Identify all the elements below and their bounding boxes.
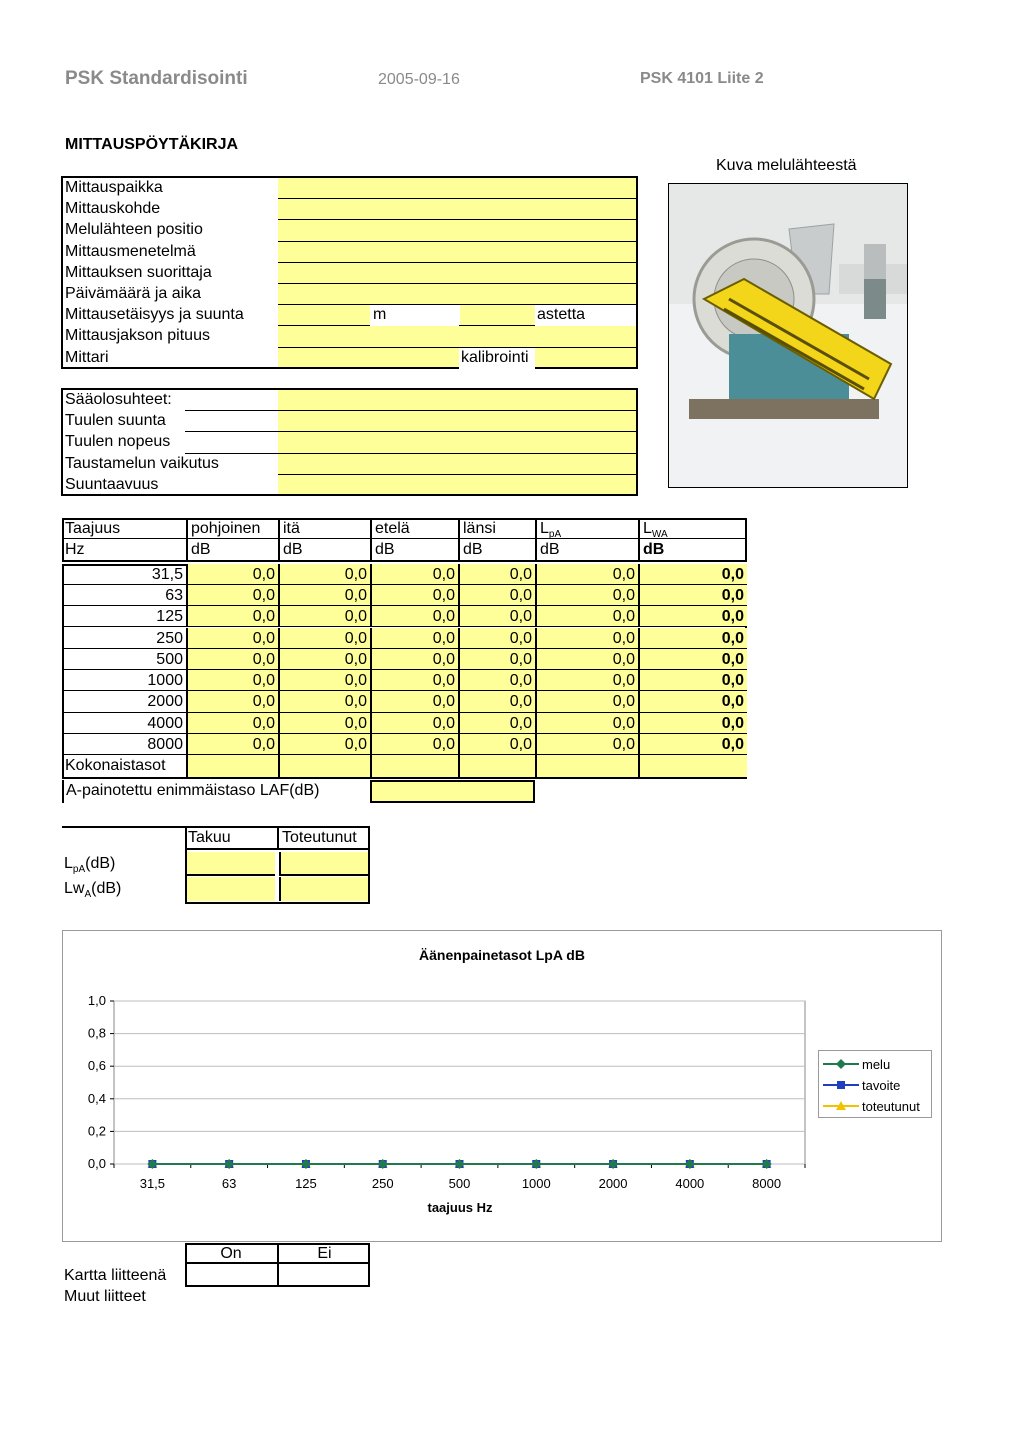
- plot-area: [114, 1001, 805, 1164]
- total-level-cell[interactable]: [370, 755, 458, 776]
- level-cell[interactable]: 0,0: [638, 628, 747, 649]
- total-level-cell[interactable]: [186, 755, 278, 776]
- weather-label: Suuntaavuus: [65, 475, 159, 493]
- freq-unit-cell: dB: [458, 539, 535, 560]
- guarantee-value-cell[interactable]: [187, 852, 275, 876]
- total-level-cell[interactable]: [638, 755, 747, 776]
- level-cell[interactable]: 0,0: [370, 606, 458, 627]
- level-cell[interactable]: 0,0: [458, 628, 535, 649]
- info-label: Päivämäärä ja aika: [65, 285, 202, 302]
- legend-label: melu: [862, 1056, 891, 1072]
- level-cell[interactable]: 0,0: [186, 564, 278, 585]
- laf-value-cell[interactable]: [370, 780, 535, 803]
- level-cell[interactable]: 0,0: [638, 606, 747, 627]
- legend-item: [823, 1054, 890, 1074]
- level-cell[interactable]: 0,0: [278, 585, 370, 606]
- guarantee-value-cell[interactable]: [279, 852, 368, 876]
- level-cell[interactable]: 0,0: [535, 670, 638, 691]
- y-tick-label: 0,8: [87, 1025, 106, 1041]
- freq-header-cell: $L_{pA}$: [535, 518, 638, 539]
- level-cell[interactable]: 0,0: [370, 649, 458, 670]
- attachment-label: Muut liitteet: [64, 1288, 146, 1305]
- level-cell[interactable]: 0,0: [535, 649, 638, 670]
- info-label: Mittauskohde: [65, 200, 161, 218]
- info-label: Mittauspaikka: [65, 179, 163, 196]
- level-cell[interactable]: 0,0: [278, 628, 370, 649]
- freq-unit-cell: dB: [186, 539, 278, 560]
- level-cell[interactable]: 0,0: [186, 691, 278, 712]
- guarantee-header: Toteutunut: [277, 826, 370, 850]
- y-tick-label: 0,2: [87, 1123, 106, 1139]
- level-cell[interactable]: 0,0: [370, 713, 458, 734]
- x-tick-label: 8000: [752, 1176, 782, 1191]
- laf-label: A-painotettu enimmäistaso LAF(dB): [66, 781, 320, 799]
- info-label: Melulähteen positio: [65, 221, 203, 239]
- freq-value: 250: [62, 628, 186, 649]
- x-tick-label: 31,5: [139, 1176, 166, 1191]
- level-cell[interactable]: 0,0: [638, 670, 747, 691]
- level-cell[interactable]: 0,0: [370, 585, 458, 606]
- page-title: MITTAUSPÖYTÄKIRJA: [65, 136, 239, 153]
- level-cell[interactable]: 0,0: [370, 670, 458, 691]
- level-cell[interactable]: 0,0: [638, 691, 747, 712]
- level-cell[interactable]: 0,0: [535, 628, 638, 649]
- guarantee-row-label: $Lw_A(dB)$: [64, 880, 122, 901]
- x-tick-label: 125: [295, 1176, 317, 1191]
- weather-label: Tuulen nopeus: [65, 433, 171, 451]
- level-cell[interactable]: 0,0: [278, 649, 370, 670]
- freq-header-cell: länsi: [458, 518, 535, 539]
- freq-header-cell: itä: [278, 518, 370, 539]
- total-level-cell[interactable]: [458, 755, 535, 776]
- level-cell[interactable]: 0,0: [458, 585, 535, 606]
- guarantee-row-label: $L_{pA}(dB)$: [64, 855, 116, 876]
- org-name: PSK Standardisointi: [65, 68, 248, 89]
- level-cell[interactable]: 0,0: [186, 713, 278, 734]
- freq-value: 500: [62, 649, 186, 670]
- noise-source-photo: [668, 183, 908, 488]
- chart-x-axis-label: taajuus Hz: [427, 1200, 493, 1215]
- x-tick-label: 4000: [675, 1176, 705, 1191]
- level-cell[interactable]: 0,0: [535, 734, 638, 755]
- level-cell[interactable]: 0,0: [186, 606, 278, 627]
- freq-unit-cell: dB: [278, 539, 370, 560]
- info-label: Mittauksen suorittaja: [65, 263, 212, 281]
- legend-label: toteutunut: [862, 1098, 920, 1114]
- level-cell[interactable]: 0,0: [535, 606, 638, 627]
- level-cell[interactable]: 0,0: [278, 734, 370, 755]
- info-label: Mittari: [65, 348, 109, 366]
- y-tick-label: 0,6: [87, 1058, 106, 1074]
- level-cell[interactable]: 0,0: [458, 670, 535, 691]
- attachment-header: On: [185, 1243, 277, 1264]
- legend-swatch-melu: [823, 1058, 859, 1070]
- legend-swatch-tavoite: [823, 1079, 859, 1091]
- level-cell[interactable]: 0,0: [638, 564, 747, 585]
- attachment-label: Kartta liitteenä: [64, 1267, 167, 1284]
- level-cell[interactable]: 0,0: [458, 691, 535, 712]
- freq-value: 4000: [62, 713, 186, 734]
- photo-caption: Kuva melulähteestä: [716, 157, 857, 174]
- level-cell[interactable]: 0,0: [278, 713, 370, 734]
- level-cell[interactable]: 0,0: [638, 649, 747, 670]
- x-tick-label: 2000: [598, 1176, 628, 1191]
- level-cell[interactable]: 0,0: [458, 713, 535, 734]
- level-cell[interactable]: 0,0: [370, 564, 458, 585]
- unit-meters-label: m: [373, 306, 387, 324]
- freq-unit-cell: dB: [638, 539, 747, 560]
- freq-value: 1000: [62, 670, 186, 691]
- y-tick-label: 0,4: [87, 1090, 106, 1106]
- level-cell[interactable]: 0,0: [186, 628, 278, 649]
- guarantee-value-cell[interactable]: [187, 877, 275, 901]
- level-cell[interactable]: 0,0: [638, 734, 747, 755]
- level-cell[interactable]: 0,0: [458, 564, 535, 585]
- y-tick-label: 1,0: [87, 993, 106, 1008]
- level-cell[interactable]: 0,0: [186, 649, 278, 670]
- x-tick-label: 250: [371, 1176, 394, 1191]
- guarantee-header: Takuu: [185, 826, 277, 850]
- level-cell[interactable]: 0,0: [535, 585, 638, 606]
- freq-header-cell: pohjoinen: [186, 518, 278, 539]
- line-chart: [62, 930, 942, 1242]
- level-cell[interactable]: 0,0: [278, 606, 370, 627]
- freq-value: 8000: [62, 734, 186, 755]
- info-label: Mittausmenetelmä: [65, 242, 196, 260]
- legend-swatch-toteutunut: [823, 1100, 859, 1112]
- level-cell[interactable]: 0,0: [186, 670, 278, 691]
- weather-label: Taustamelun vaikutus: [65, 454, 219, 472]
- level-cell[interactable]: 0,0: [186, 734, 278, 755]
- info-label: Mittausjakson pituus: [65, 327, 210, 345]
- x-tick-label: 1000: [521, 1176, 551, 1191]
- weather-section: [61, 388, 638, 496]
- legend-item: [823, 1075, 900, 1095]
- freq-value: 63: [62, 585, 186, 606]
- level-cell[interactable]: 0,0: [638, 585, 747, 606]
- map-attached-yes-cell[interactable]: [187, 1265, 277, 1283]
- level-cell[interactable]: 0,0: [370, 691, 458, 712]
- level-cell[interactable]: 0,0: [535, 691, 638, 712]
- level-cell[interactable]: 0,0: [186, 585, 278, 606]
- document-reference: PSK 4101 Liite 2: [640, 70, 764, 87]
- freq-value: 31,5: [62, 564, 186, 585]
- level-cell[interactable]: 0,0: [638, 713, 747, 734]
- level-cell[interactable]: 0,0: [278, 670, 370, 691]
- x-tick-label: 63: [221, 1176, 237, 1191]
- chart-legend: [818, 1050, 932, 1118]
- freq-unit-cell: Hz: [65, 541, 85, 559]
- freq-unit-cell: dB: [370, 539, 458, 560]
- level-cell[interactable]: 0,0: [458, 734, 535, 755]
- weather-label: Sääolosuhteet:: [65, 391, 172, 408]
- calibration-label: kalibrointi: [461, 348, 529, 366]
- freq-unit-cell: dB: [535, 539, 638, 560]
- info-section: [61, 176, 638, 369]
- legend-label: tavoite: [862, 1077, 901, 1093]
- level-cell[interactable]: 0,0: [458, 649, 535, 670]
- unit-degrees-label: astetta: [537, 306, 586, 324]
- freq-header-cell: Taajuus: [62, 518, 186, 539]
- level-cell[interactable]: 0,0: [535, 564, 638, 585]
- level-cell[interactable]: 0,0: [535, 713, 638, 734]
- freq-header-cell: $L_{WA}$: [638, 518, 747, 539]
- total-level-cell[interactable]: [278, 755, 370, 776]
- map-attached-no-cell[interactable]: [279, 1265, 369, 1283]
- level-cell[interactable]: 0,0: [370, 734, 458, 755]
- total-levels-label: Kokonaistasot: [65, 757, 166, 775]
- level-cell[interactable]: 0,0: [278, 564, 370, 585]
- level-cell[interactable]: 0,0: [458, 606, 535, 627]
- document-date: 2005-09-16: [378, 71, 460, 88]
- freq-value: 125: [62, 606, 186, 627]
- total-level-cell[interactable]: [535, 755, 638, 776]
- legend-item: [823, 1096, 920, 1116]
- freq-value: 2000: [62, 691, 186, 712]
- level-cell[interactable]: 0,0: [370, 628, 458, 649]
- y-tick-label: 0,0: [87, 1156, 106, 1171]
- info-label: Mittausetäisyys ja suunta: [65, 306, 244, 324]
- x-tick-label: 500: [448, 1176, 471, 1191]
- chart-title: Äänenpainetasot LpA dB: [419, 947, 585, 963]
- freq-header-cell: etelä: [370, 518, 458, 539]
- guarantee-value-cell[interactable]: [279, 877, 368, 901]
- attachment-header: Ei: [277, 1243, 370, 1264]
- level-cell[interactable]: 0,0: [278, 691, 370, 712]
- weather-label: Tuulen suunta: [65, 412, 166, 430]
